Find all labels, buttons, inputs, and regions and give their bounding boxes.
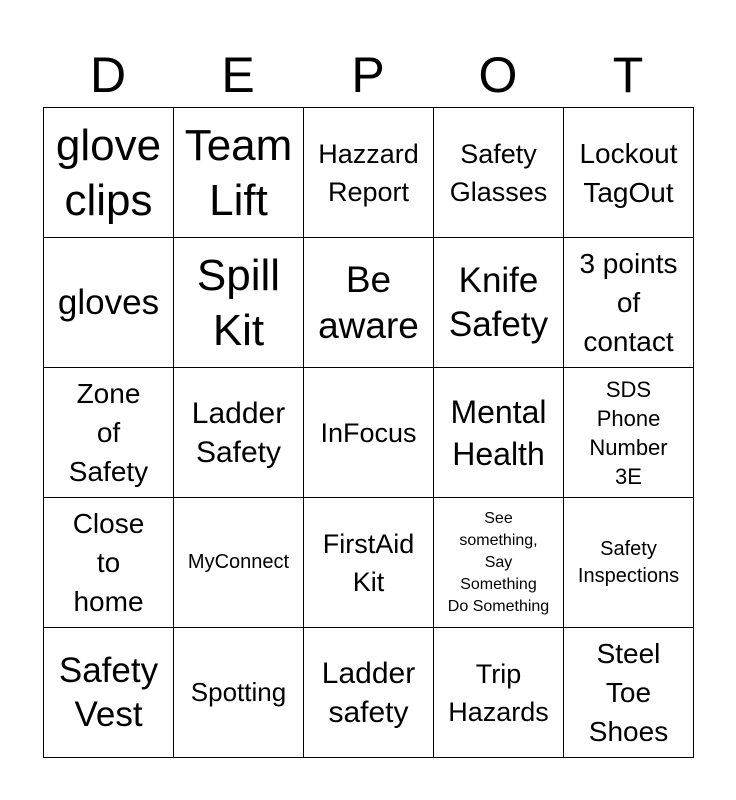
bingo-cell-r0-c2[interactable]: [304, 108, 434, 238]
bingo-grid: [43, 107, 694, 758]
bingo-cell-r1-c1[interactable]: [174, 238, 304, 368]
bingo-cell-r0-c3[interactable]: [434, 108, 564, 238]
header-letter-e: E: [221, 47, 255, 103]
bingo-header: [43, 44, 693, 106]
header-letter-d: D: [89, 47, 127, 103]
bingo-cell-r1-c3[interactable]: [434, 238, 564, 368]
cell-label: Knife Safety: [448, 260, 549, 344]
cell-label: Hazzard Report: [318, 138, 419, 207]
bingo-cell-r4-c1[interactable]: [174, 628, 304, 758]
cell-label: 3 points of contact: [579, 248, 678, 357]
header-letter-o: O: [478, 47, 518, 103]
bingo-cell-r1-c0[interactable]: [44, 238, 174, 368]
bingo-cell-r2-c3[interactable]: [434, 368, 564, 498]
cell-label: glove clips: [55, 120, 162, 225]
bingo-cell-r0-c0[interactable]: [44, 108, 174, 238]
bingo-cell-r1-c4[interactable]: [564, 238, 694, 368]
cell-label: Zone of Safety: [68, 378, 149, 487]
cell-label: Close to home: [72, 508, 145, 617]
cell-label: InFocus: [320, 417, 417, 448]
bingo-cell-r4-c4[interactable]: [564, 628, 694, 758]
cell-label: FirstAid Kit: [322, 528, 415, 597]
bingo-cell-r4-c2[interactable]: [304, 628, 434, 758]
bingo-cell-r0-c4[interactable]: [564, 108, 694, 238]
bingo-cell-r4-c3[interactable]: [434, 628, 564, 758]
cell-label: Mental Health: [450, 393, 547, 472]
cell-label: Ladder safety: [321, 656, 416, 729]
cell-label: Trip Hazards: [448, 658, 549, 727]
bingo-cell-r1-c2[interactable]: [304, 238, 434, 368]
bingo-cell-r3-c3[interactable]: [434, 498, 564, 628]
bingo-cell-r3-c1[interactable]: [174, 498, 304, 628]
cell-label: Spotting: [190, 677, 287, 707]
cell-label: Team Lift: [184, 120, 293, 225]
bingo-cell-r2-c2[interactable]: [304, 368, 434, 498]
bingo-cell-r2-c1[interactable]: [174, 368, 304, 498]
cell-label: Safety Inspections: [577, 537, 680, 587]
cell-label: Spill Kit: [196, 250, 281, 355]
cell-label: Safety Vest: [58, 650, 159, 734]
bingo-cell-r2-c0[interactable]: [44, 368, 174, 498]
bingo-cell-r0-c1[interactable]: [174, 108, 304, 238]
cell-label: Safety Glasses: [449, 138, 548, 207]
cell-label: MyConnect: [187, 551, 290, 573]
header-letter-p: P: [351, 47, 385, 103]
cell-label: Be aware: [318, 258, 419, 346]
cell-label: Ladder Safety: [191, 396, 286, 469]
bingo-cell-r3-c2[interactable]: [304, 498, 434, 628]
bingo-cell-r3-c4[interactable]: [564, 498, 694, 628]
cell-label: Steel Toe Shoes: [588, 638, 669, 747]
bingo-cell-r3-c0[interactable]: [44, 498, 174, 628]
bingo-cell-r4-c0[interactable]: [44, 628, 174, 758]
cell-label: See something, Say Something Do Something: [447, 509, 550, 615]
bingo-cell-r2-c4[interactable]: [564, 368, 694, 498]
cell-label: Lockout TagOut: [579, 137, 678, 208]
header-letter-t: T: [612, 47, 644, 103]
cell-label: SDS Phone Number 3E: [589, 376, 668, 489]
cell-label: gloves: [57, 282, 160, 322]
